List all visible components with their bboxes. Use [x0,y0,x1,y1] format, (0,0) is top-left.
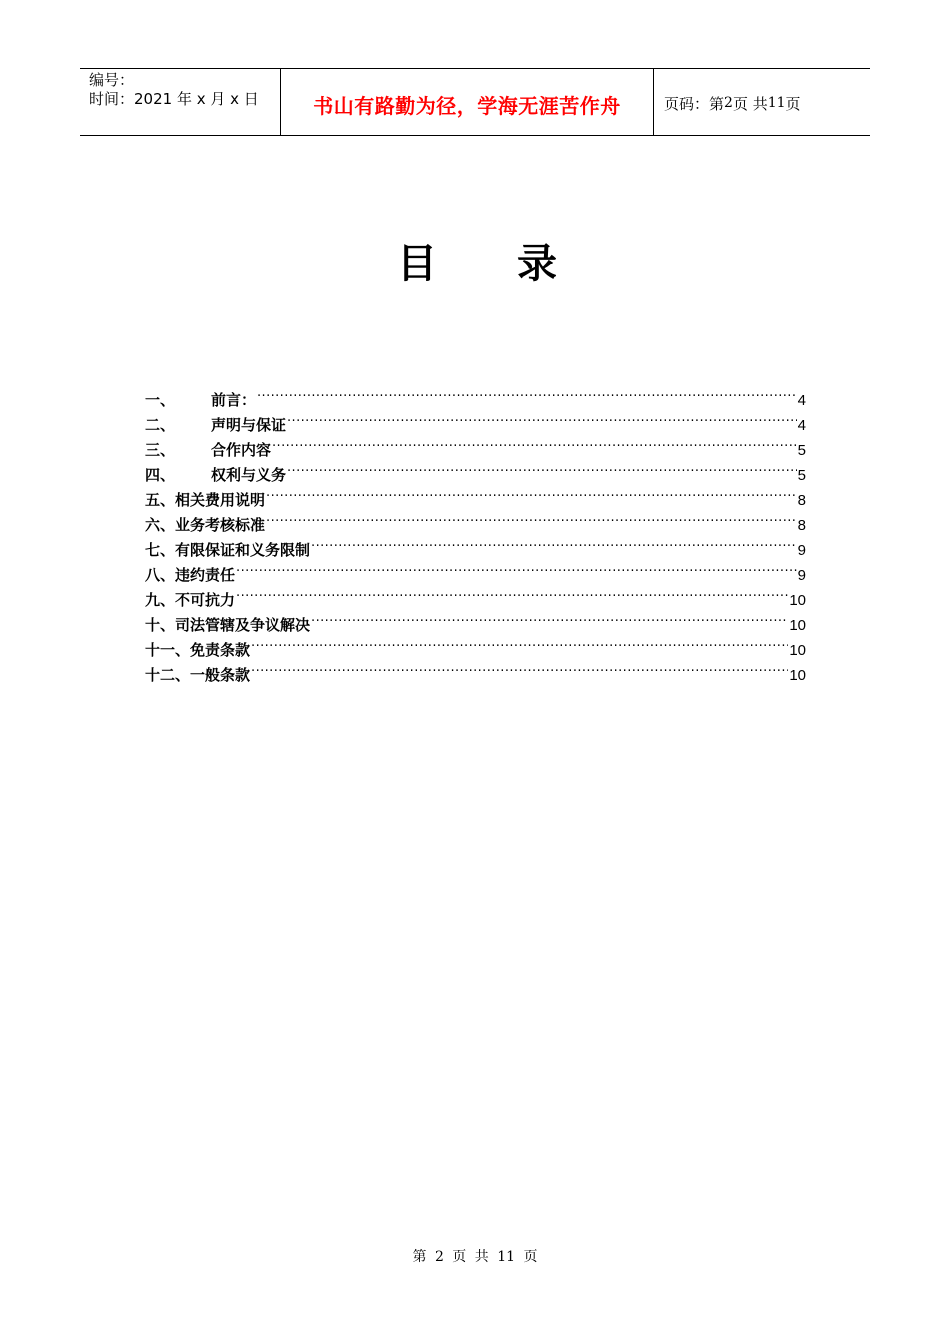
toc-entry-page: 10 [789,592,806,609]
toc-entry-page: 9 [797,542,806,559]
toc-entry-page: 4 [797,392,806,409]
toc-entry-title: 不可抗力 [175,591,236,609]
page-header [80,68,870,136]
toc-dot-leader [236,555,797,580]
toc-entry-page: 4 [797,417,806,434]
table-of-contents [145,380,806,684]
toc-entry-title: 有限保证和义务限制 [175,541,311,559]
header-page-cell [654,69,870,135]
toc-entry-page: 8 [797,492,806,509]
page-total: 11 [767,95,786,111]
toc-dot-leader [311,605,788,630]
toc-entry-number: 七、 [145,541,176,559]
toc-entry-number: 四、 [145,466,176,484]
date-label: 时间：2021 年 x 月 x 日 [89,90,259,108]
toc-entry-title: 相关费用说明 [175,491,266,509]
toc-dot-leader [236,580,788,605]
toc-entry-title: 司法管辖及争议解决 [175,616,311,634]
toc-entry-title: 一般条款 [190,666,251,684]
toc-entry-number: 六、 [145,516,176,534]
toc-entry-title: 违约责任 [175,566,236,584]
toc-entry-number: 十二、 [145,666,191,684]
toc-title-char-2: 录 [517,241,557,287]
toc-entry-page: 9 [797,567,806,584]
toc-entry-title: 权利与义务 [211,466,287,484]
serial-number-label: 编号： [89,71,135,89]
header-meta-cell [80,69,281,135]
toc-entry-number: 八、 [145,566,176,584]
motto-text: 书山有路勤为径，学海无涯苦作舟 [313,93,621,118]
toc-entry[interactable] [145,380,806,409]
toc-entry-page: 10 [789,667,806,684]
toc-entry-number: 十、 [145,616,176,634]
toc-dot-leader [251,655,788,680]
toc-entry[interactable] [145,580,806,609]
toc-dot-leader [266,505,797,530]
toc-entry-number: 一、 [145,391,176,409]
toc-entry-title: 免责条款 [190,641,251,659]
toc-entry-page: 5 [797,467,806,484]
toc-entry-title: 前言： [211,391,257,409]
toc-dot-leader [257,380,797,405]
page-label: 页码：第 [664,94,725,113]
toc-entry-number: 二、 [145,416,176,434]
page-current: 2 [724,95,733,111]
toc-entry-page: 10 [789,642,806,659]
toc-dot-leader [311,530,797,555]
toc-dot-leader [287,405,797,430]
header-motto-cell [281,69,654,135]
toc-entry[interactable] [145,605,806,634]
toc-entry-number: 五、 [145,491,176,509]
toc-title-char-1: 目 [397,241,437,287]
toc-entry-title: 声明与保证 [211,416,287,434]
toc-entry-page: 8 [797,517,806,534]
toc-entry-title: 合作内容 [211,441,272,459]
toc-dot-leader [266,480,797,505]
toc-entry-page: 10 [789,617,806,634]
toc-entry-number: 三、 [145,441,176,459]
toc-entry-title: 业务考核标准 [175,516,266,534]
toc-entry-page: 5 [797,442,806,459]
toc-dot-leader [251,630,788,655]
toc-entry-number: 九、 [145,591,176,609]
page-footer: 第 2 页 共 11 页 [412,1249,538,1265]
page-end-label: 页 [785,94,801,113]
toc-dot-leader [287,455,797,480]
toc-entry[interactable] [145,555,806,584]
page-mid-label: 页 共 [732,94,768,113]
toc-dot-leader [272,430,797,455]
toc-entry-number: 十一、 [145,641,191,659]
